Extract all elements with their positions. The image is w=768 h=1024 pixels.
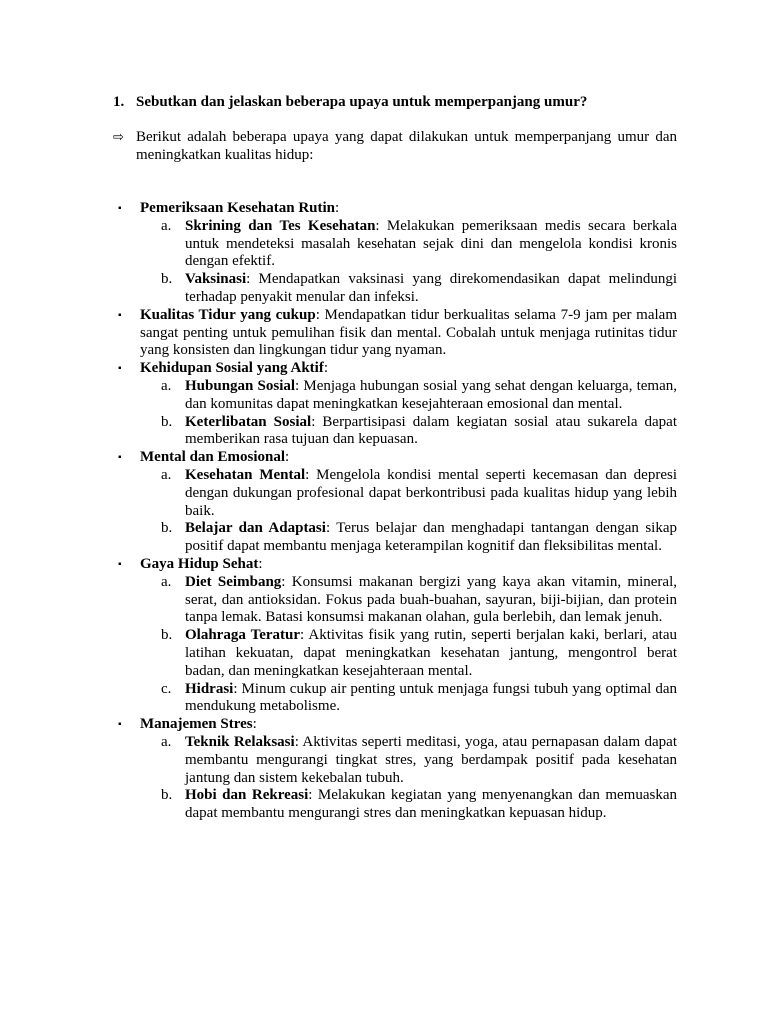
sub-item-title: Vaksinasi <box>185 271 247 288</box>
sub-item-letter: b. <box>161 627 173 644</box>
sub-item-list <box>113 218 677 307</box>
sub-item <box>161 787 678 823</box>
sub-item <box>161 627 677 680</box>
sub-item-text: : Melakukan kegiatan yang menyenangkan dan memuaskan dapat membantu mengurangi stres dan meningkatkan kepuasan hidup. <box>185 787 678 822</box>
square-bullet-icon: ▪ <box>118 558 122 570</box>
question-number: 1. <box>113 94 125 110</box>
section-title: Mental dan Emosional <box>140 449 286 466</box>
sub-item-list <box>113 378 677 449</box>
sub-item-text: : Melakukan pemeriksaan medis secara berkala untuk mendeteksi masalah kesehatan sejak dini dan mengelola kondisi kronis dengan efektif. <box>185 217 677 270</box>
sub-item <box>161 271 677 307</box>
sub-item-text: : Menjaga hubungan sosial yang sehat dengan keluarga, teman, dan komunitas dapat meningkatkan kesejahteraan emosional dan mental. <box>185 377 677 412</box>
sub-item-title: Hidrasi <box>185 680 234 697</box>
square-bullet-icon: ▪ <box>118 363 122 375</box>
section-heading <box>140 716 677 734</box>
sections-list <box>113 200 677 823</box>
section-text: : <box>252 716 257 733</box>
section-title: Pemeriksaan Kesehatan Rutin <box>140 200 335 216</box>
sub-item-title: Olahraga Teratur <box>185 627 301 644</box>
sub-item-title: Skrining dan Tes Kesehatan <box>185 217 376 234</box>
section-heading <box>140 556 677 574</box>
right-arrow-icon: ⇨ <box>113 130 124 145</box>
sub-item <box>161 573 677 627</box>
section-item <box>113 200 677 307</box>
sub-item <box>161 680 677 717</box>
section-text: : <box>258 555 263 572</box>
question-heading <box>113 94 683 112</box>
section-text: : Mendapatkan tidur berkualitas selama 7-9 jam per malam sangat penting untuk pemulihan fisik dan mental. Cobalah untuk menjaga rutinitas tidur yang konsisten dan lingkungan tidur yang nyaman. <box>140 306 678 359</box>
sub-item-text: : Aktivitas seperti meditasi, yoga, atau pernapasan dalam dapat membantu mengurangi tingkat stres, yang berdampak positif pada kesehatan jantung dan sistem kekebalan tubuh. <box>185 733 677 786</box>
square-bullet-icon: ▪ <box>118 719 122 731</box>
sub-item-text: : Aktivitas fisik yang rutin, seperti berjalan kaki, berlari, atau latihan kekuatan, dapat meningkatkan kesehatan jantung, mengontrol berat badan, dan meningkatkan kesejahteraan mental. <box>185 627 677 679</box>
sub-item <box>161 733 677 787</box>
sub-item-title: Keterlibatan Sosial <box>185 413 312 430</box>
section-item <box>113 716 677 823</box>
sub-item <box>161 466 677 520</box>
section-heading <box>140 307 677 360</box>
sub-item-letter: a. <box>161 466 172 483</box>
sub-item-letter: a. <box>161 733 172 750</box>
sub-item-title: Belajar dan Adaptasi <box>185 520 326 537</box>
section-text: : <box>335 200 340 216</box>
section-title: Manajemen Stres <box>140 716 253 733</box>
section-item <box>113 360 677 449</box>
sub-item <box>161 217 677 271</box>
sub-item-letter: b. <box>161 271 173 288</box>
intro-paragraph <box>113 129 677 165</box>
section-text: : <box>285 449 290 466</box>
section-title: Gaya Hidup Sehat <box>140 555 259 572</box>
section-item <box>113 556 677 716</box>
sub-item-letter: b. <box>161 520 173 537</box>
section-title: Kualitas Tidur yang cukup <box>140 306 316 323</box>
sub-item <box>161 413 677 450</box>
sub-item-letter: a. <box>161 573 172 590</box>
sub-item-list <box>113 574 677 716</box>
section-title: Kehidupan Sosial yang Aktif <box>140 360 324 377</box>
section-item <box>113 307 677 360</box>
sub-item-letter: c. <box>161 680 172 697</box>
section-heading <box>140 200 677 218</box>
sub-item-text: : Mendapatkan vaksinasi yang direkomendasikan dapat melindungi terhadap penyakit menular dan infeksi. <box>185 271 677 305</box>
square-bullet-icon: ▪ <box>118 309 122 321</box>
sub-item-letter: b. <box>161 787 173 804</box>
sub-item-list <box>113 734 677 823</box>
sub-item-text: : Berpartisipasi dalam kegiatan sosial atau sukarela dapat memberikan rasa tujuan dan kepuasan. <box>185 413 677 448</box>
section-heading <box>140 360 677 378</box>
sub-item-title: Teknik Relaksasi <box>185 733 295 750</box>
square-bullet-icon: ▪ <box>118 452 122 464</box>
section-text: : <box>323 360 328 377</box>
sub-item-letter: a. <box>161 217 172 234</box>
sub-item-title: Hobi dan Rekreasi <box>185 787 309 804</box>
section-item <box>113 449 677 556</box>
sub-item-title: Hubungan Sosial <box>185 377 296 394</box>
sub-item-letter: a. <box>161 377 172 394</box>
question-text: Sebutkan dan jelaskan beberapa upaya untuk memperpanjang umur? <box>136 94 588 110</box>
sub-item-title: Kesehatan Mental <box>185 466 306 483</box>
sub-item <box>161 377 677 414</box>
sub-item-text: : Minum cukup air penting untuk menjaga fungsi tubuh yang optimal dan mendukung metabolisme. <box>185 680 677 715</box>
square-bullet-icon: ▪ <box>118 203 122 214</box>
sub-item <box>161 520 677 556</box>
intro-text: Berikut adalah beberapa upaya yang dapat dilakukan untuk memperpanjang umur dan meningkatkan kualitas hidup: <box>136 129 677 163</box>
sub-item-letter: b. <box>161 413 173 430</box>
sub-item-text: : Konsumsi makanan bergizi yang kaya akan vitamin, mineral, serat, dan antioksidan. Fokus pada buah-buahan, sayuran, biji-bijian, dan protein tanpa lemak. Batasi konsumsi makanan olahan, gula berlebih, dan lemak jenuh. <box>185 573 677 626</box>
section-heading <box>140 449 677 467</box>
sub-item-list <box>113 467 677 556</box>
sub-item-text: : Terus belajar dan menghadapi tantangan dengan sikap positif dapat membantu menjaga keterampilan kognitif dan fleksibilitas mental. <box>185 520 677 555</box>
sub-item-text: : Mengelola kondisi mental seperti kecemasan dan depresi dengan dukungan profesional dapat berkontribusi pada kualitas hidup yang lebih baik. <box>185 466 677 519</box>
sub-item-title: Diet Seimbang <box>185 573 282 590</box>
